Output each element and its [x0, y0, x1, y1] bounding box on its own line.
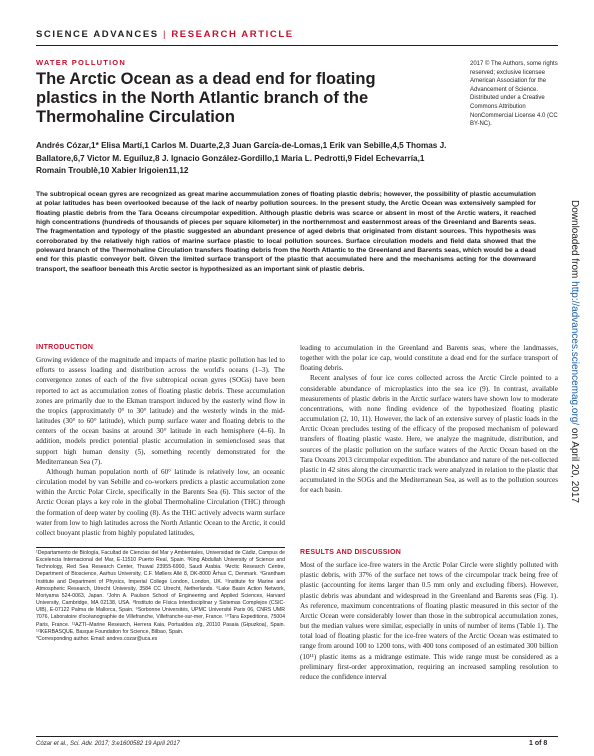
intro-paragraph-2: Although human population north of 60° latitude is relatively low, an oceanic circulation model by van Sebille and co-workers predicts a plastic accumulation zone within the Arctic Polar Circle, specifically in the Barents Sea (6). This sector of the Arctic Ocean plays a key role in the global Thermohaline Circulation (THC) through the formation of deep water by cooling (8). As the THC actively advects warm surface water from low to high latitudes across the North Atlantic Ocean to the Arctic, it could collect buoyant plastic from highly populated latitudes, — [36, 467, 285, 537]
section-label: WATER POLLUTION — [36, 58, 126, 67]
affiliation-footnotes: ¹Departamento de Biología, Facultad de Ciencias del Mar y Ambientales, Universidad de Cádiz, Campus de Excelencia Internacional del Mar, E-11510 Puerto Real, Spain. ²King Abdullah University of Science and Technology, Red Sea Research Center, Thuwal 23955-6900, Saudi Arabia. ³Arctic Research Centre, Department of Bioscience, Aarhus University, C.F. Møllers Allé 8, DK-8000 Århus C, Denmark. ⁴Grantham Institute and Department of Physics, Imperial College London, London, UK. ⁵Institute for Marine and Atmospheric Research, Utrecht University, 3584 CC Utrecht, Netherlands. ⁶Lake Basin Action Network, Moriyama 524-0063, Japan. ⁷John A. Paulson School of Engineering and Applied Sciences, Harvard University, Cambridge, MA 02138, USA. ⁸Instituto de Física Interdisciplinar y Sistemas Complejos (CSIC-UIB), E-07122 Palma de Mallorca, Spain. ⁹Sorbonne Universités, UPMC Université Paris 06, CNRS UMR 7076, Laboratoire d'océanographie de Villefranche, Villefranche-sur-mer, France. ¹⁰Tara Expeditions, 75004 Paris, France. ¹¹AZTI–Marine Research, Herrera Kaia, Portualdea z/g, 20110 Pasaia (Gipuzkoa), Spain. ¹²IKERBASQUE, Basque Foundation for Science, Bilbao, Spain. *Corresponding author. Email: andres.cozar@uca.es — [36, 550, 285, 642]
article-title: The Arctic Ocean as a dead end for floating plastics in the North Atlantic branch of the Thermohaline Circulation — [36, 70, 376, 126]
page-number: 1 of 8 — [529, 740, 548, 747]
introduction-heading: INTRODUCTION — [36, 344, 94, 351]
col2-paragraph-1: leading to accumulation in the Greenland and Barents seas, where the landmasses, together with the polar ice cap, would constitute a dead end for the surface transport of floating debris. — [300, 344, 558, 373]
sidebar-url-link[interactable]: http://advances.sciencemag.org/ — [569, 281, 580, 426]
column-right-bottom — [300, 548, 558, 682]
citation-line: Cózar et al., Sci. Adv. 2017; 3:e1600582 19 April 2017 — [36, 741, 180, 747]
column-right-top — [300, 343, 558, 495]
header-rule — [36, 45, 558, 46]
sidebar-prefix: Downloaded from — [569, 200, 580, 282]
author-list: Andrés Cózar,1* Elisa Martí,1 Carlos M. Duarte,2,3 Juan García-de-Lomas,1 Erik van Sebille,4,5 Thomas J. Ballatore,6,7 Victor M. Eguíluz,8 J. Ignacio González-Gordillo,1 Maria L. Pedrotti,9 Fidel Echevarría,1 Romain Troublè,10 Xabier Irigoien11,12 — [36, 141, 447, 175]
footer-rule — [36, 736, 558, 737]
col2-paragraph-2: Recent analyses of four ice cores collected across the Arctic Circle pointed to a considerable abundance of microplastics into the sea ice (9). In contrast, available measurements of plastic debris in the Arctic surface waters have shown low to moderate concentrations, with none finding evidence of the hypothesized floating plastic accumulation (2, 10, 11). However, the lack of an extensive survey of plastic loads in the Arctic Ocean precludes testing of the efficacy of the proposed mechanism of poleward transfers of floating plastic waste. Here, we analyze the magnitude, distribution, and sources of the plastic pollution on the surface waters of the Arctic Ocean based on the Tara Oceans 2013 circumpolar expedition. The abundance and nature of the net-collected plastic in 42 sites along the circumarctic track were analyzed in relation to the plastic that accumulated in the SOGs and the Mediterranean Sea, as well as to the pollution sources for each basin. — [300, 374, 558, 495]
license-statement: 2017 © The Authors, some rights reserved; exclusive licensee American Association for the Advancement of Science. Distributed under a Creative Commons Attribution NonCommercial License 4.0 (CC BY-NC). — [470, 61, 558, 128]
intro-paragraph-1: Growing evidence of the magnitude and impacts of marine plastic pollution has led to efforts to assess loading and distribution across the world's oceans (1–3). The convergence zones of each of the five subtropical ocean gyres (SOGs) have been reported to act as accumulation zones of floating plastic debris. These accumulation zones are primarily due to the Ekman transport induced by the easterly wind flow in the tropics (approximately 0° to 30° latitude) and the westerly winds in the mid-latitudes (30° to 60° latitude), which pump surface water and floating debris to the centers of the ocean basins at around 30° latitude in each hemisphere (4–6). In addition, models predict potential plastic accumulation in semienclosed seas that support high human density (5), something recently demonstrated for the Mediterranean Sea (7). — [36, 356, 285, 466]
column-left — [36, 343, 285, 538]
sidebar-suffix: on April 20, 2017 — [569, 425, 580, 503]
journal-name: SCIENCE ADVANCES — [36, 29, 159, 40]
footnote-rule — [36, 547, 285, 548]
journal-header — [36, 29, 294, 40]
abstract: The subtropical ocean gyres are recognized as great marine accummulation zones of floating plastic debris; however, the possibility of plastic accumulation at polar latitudes has been overlooked because of the lack of nearby pollution sources. In the present study, the Arctic Ocean was extensively sampled for floating plastic debris from the Tara Oceans circumpolar expedition. Although plastic debris was scarce or absent in most of the Arctic waters, it reached high concentrations (hundreds of thousands of pieces per square kilometer) in the northernmost and easternmost areas of the Greenland and Barents seas. The fragmentation and typology of the plastic suggested an abundant presence of aged debris that originated from distant sources. This hypothesis was corroborated by the relatively high ratios of marine surface plastic to local pollution sources. Surface circulation models and field data showed that the poleward branch of the Thermohaline Circulation transfers floating debris from the North Atlantic to the Greenland and Barents seas, which would be a dead end for this plastic conveyor belt. Given the limited surface transport of the plastic that accumulated here and the mechanisms acting for the downward transport, the seafloor beneath this Arctic sector is hypothesized as an important sink of plastic debris. — [36, 191, 536, 273]
results-heading: RESULTS AND DISCUSSION — [300, 549, 402, 556]
article-type: RESEARCH ARTICLE — [171, 29, 294, 40]
header-separator: | — [162, 29, 168, 40]
download-sidebar — [569, 200, 580, 503]
results-paragraph-1: Most of the surface ice-free waters in the Arctic Polar Circle were slightly polluted with plastic debris, with 37% of the surface net tows of the circumpolar track being free of plastic (accounting for items larger than 0.5 mm only and excluding fibers). However, plastic debris was abundant and widespread in the Greenland and Barents seas (Fig. 1). As reference, maximum concentrations of floating plastic measured in this sector of the Arctic Ocean were considerably lower than those in the subtropical accumulation zones, but the median values were similar, especially in units of number of items (Table 1). The total load of floating plastic for the ice-free waters of the Arctic Ocean was estimated to range from around 100 to 1200 tons, with 400 tons composed of an estimated 300 billion (10¹¹) plastic items as a midrange estimate. This wide range must be considered as a preliminary first-order approximation, requiring an increased sampling resolution to reduce the confidence interval — [300, 561, 558, 681]
